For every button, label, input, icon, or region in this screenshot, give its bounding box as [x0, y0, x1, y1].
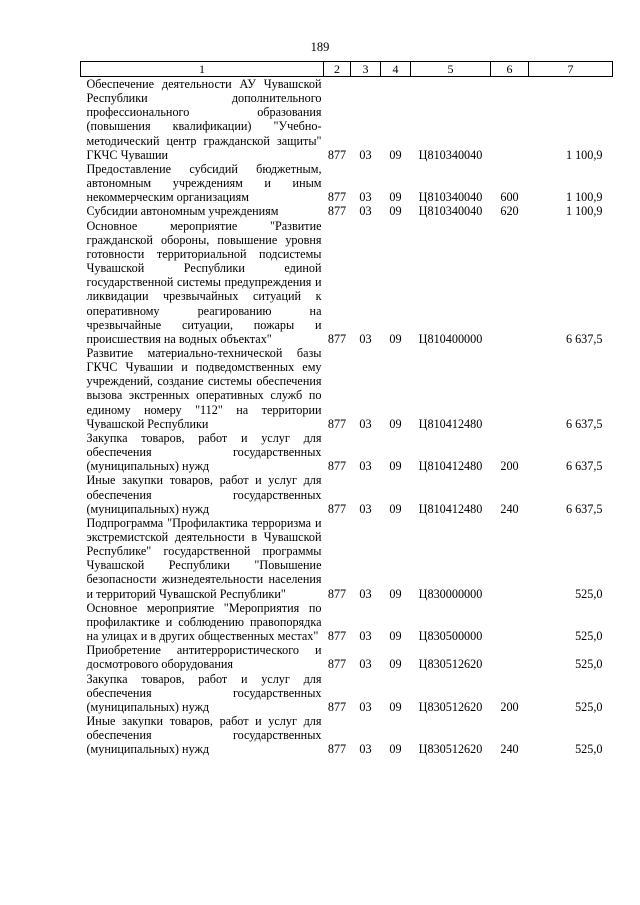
table-row: [81, 346, 613, 431]
row-section: 03: [359, 331, 372, 346]
row-expense-type: [491, 346, 529, 431]
col-header-2: 2: [324, 62, 351, 77]
row-section: 03: [359, 699, 372, 714]
row-expense-type: 620: [500, 204, 519, 219]
row-name: Обеспечение деятельности АУ Чувашской Республики дополнительного профессионального образования (повышения квалификации) "Учебно-методический центр гражданской защиты" ГКЧС Чувашии: [86, 77, 322, 162]
row-subsection: 09: [389, 147, 402, 162]
row-ministry-code: 877: [327, 204, 347, 219]
row-section: 03: [359, 416, 372, 431]
col-header-1: 1: [81, 62, 324, 77]
row-target-article: Ц810400000: [418, 331, 483, 346]
row-target-article: Ц810340040: [418, 190, 483, 205]
header-row: [81, 62, 613, 77]
row-amount: 6 637,5: [565, 501, 603, 516]
col-header-7: 7: [529, 62, 613, 77]
row-name: Подпрограмма "Профилактика терроризма и экстремистской деятельности в Чувашской Республике" государственной программы Чувашской Республики "Повышение безопасности жизнедеятельности населения и территорий Чувашской Республики": [86, 515, 322, 601]
row-expense-type: 200: [500, 459, 519, 474]
col-header-6: 6: [491, 62, 529, 77]
table-row: [81, 473, 613, 515]
row-name: Иные закупки товаров, работ и услуг для обеспечения государственных (муниципальных) нужд: [86, 714, 322, 757]
row-amount: 525,0: [575, 657, 603, 672]
table-row: [81, 672, 613, 714]
row-expense-type: [491, 601, 529, 643]
row-name: Основное мероприятие "Мероприятия по профилактике и соблюдению правопорядка на улицах и в других общественных местах": [86, 600, 322, 644]
row-subsection: 09: [389, 331, 402, 346]
row-subsection: 09: [389, 459, 402, 474]
row-subsection: 09: [389, 190, 402, 205]
table-row: [81, 204, 613, 218]
row-ministry-code: 877: [327, 657, 347, 672]
row-expense-type: [491, 516, 529, 601]
row-amount: 525,0: [575, 742, 603, 757]
row-ministry-code: 877: [327, 416, 347, 431]
row-section: 03: [359, 657, 372, 672]
row-section: 03: [359, 204, 372, 219]
table-row: [81, 643, 613, 671]
table-row: [81, 162, 613, 204]
col-header-4: 4: [381, 62, 411, 77]
row-amount: 525,0: [575, 629, 603, 644]
row-expense-type: [491, 219, 529, 346]
row-expense-type: [491, 643, 529, 671]
page-number: 189: [310, 40, 330, 54]
table-row: [81, 516, 613, 601]
row-target-article: Ц810412480: [418, 459, 483, 474]
row-name: Развитие материально-технической базы ГКЧС Чувашии и подведомственных ему учреждений, создание системы обеспечения вызова экстренных оперативных служб по единому номеру "112" на территории Чувашской Республики: [86, 345, 322, 431]
row-target-article: Ц810340040: [418, 204, 483, 219]
row-name: Закупка товаров, работ и услуг для обеспечения государственных (муниципальных) нужд: [86, 671, 322, 714]
row-subsection: 09: [389, 416, 402, 431]
row-name: Субсидии автономным учреждениям: [86, 204, 279, 219]
row-target-article: Ц830512620: [418, 742, 483, 757]
row-subsection: 09: [389, 586, 402, 601]
row-target-article: Ц830512620: [418, 699, 483, 714]
table-row: [81, 714, 613, 756]
row-ministry-code: 877: [327, 331, 347, 346]
table-row: [81, 219, 613, 346]
row-ministry-code: 877: [327, 190, 347, 205]
row-section: 03: [359, 742, 372, 757]
row-amount: 1 100,9: [565, 204, 603, 219]
col-header-5: 5: [411, 62, 491, 77]
row-name: Закупка товаров, работ и услуг для обеспечения государственных (муниципальных) нужд: [86, 430, 322, 474]
row-amount: 6 637,5: [565, 459, 603, 474]
row-section: 03: [359, 190, 372, 205]
row-ministry-code: 877: [327, 147, 347, 162]
row-amount: 6 637,5: [565, 416, 603, 431]
row-target-article: Ц830500000: [418, 629, 483, 644]
budget-table: [80, 61, 613, 757]
table-row: [81, 601, 613, 643]
row-expense-type: 600: [500, 190, 519, 205]
row-target-article: Ц810412480: [418, 501, 483, 516]
row-target-article: Ц830000000: [418, 586, 483, 601]
row-amount: 525,0: [575, 586, 603, 601]
row-expense-type: 200: [500, 699, 519, 714]
row-subsection: 09: [389, 204, 402, 219]
row-ministry-code: 877: [327, 629, 347, 644]
row-subsection: 09: [389, 699, 402, 714]
row-target-article: Ц810340040: [418, 147, 483, 162]
row-amount: 6 637,5: [565, 331, 603, 346]
row-name: Иные закупки товаров, работ и услуг для обеспечения государственных (муниципальных) нужд: [86, 473, 322, 516]
row-amount: 1 100,9: [565, 147, 603, 162]
row-ministry-code: 877: [327, 586, 347, 601]
row-section: 03: [359, 147, 372, 162]
row-subsection: 09: [389, 501, 402, 516]
row-expense-type: 240: [500, 501, 519, 516]
row-target-article: Ц830512620: [418, 657, 483, 672]
row-subsection: 09: [389, 629, 402, 644]
row-name: Основное мероприятие "Развитие гражданской обороны, повышение уровня готовности территориальной подсистемы Чувашской Республики единой государственной системы предупреждения и ликвидации чрезвычайных ситуаций к оперативному реагированию на чрезвычайные ситуации, пожары и происшествия на водных объектах": [86, 218, 322, 346]
row-ministry-code: 877: [327, 501, 347, 516]
row-amount: 525,0: [575, 699, 603, 714]
row-amount: 1 100,9: [565, 190, 603, 205]
table-row: [81, 431, 613, 473]
row-section: 03: [359, 501, 372, 516]
row-subsection: 09: [389, 742, 402, 757]
table-row: [81, 77, 613, 162]
row-ministry-code: 877: [327, 742, 347, 757]
row-subsection: 09: [389, 657, 402, 672]
row-section: 03: [359, 459, 372, 474]
row-ministry-code: 877: [327, 699, 347, 714]
row-expense-type: [491, 77, 529, 162]
row-section: 03: [359, 586, 372, 601]
row-name: Предоставление субсидий бюджетным, автономным учреждениям и иным некоммерческим организациям: [86, 161, 322, 205]
row-expense-type: 240: [500, 742, 519, 757]
row-section: 03: [359, 629, 372, 644]
row-target-article: Ц810412480: [418, 416, 483, 431]
col-header-3: 3: [351, 62, 381, 77]
row-name: Приобретение антитеррористического и досмотрового оборудования: [86, 643, 322, 672]
row-ministry-code: 877: [327, 459, 347, 474]
